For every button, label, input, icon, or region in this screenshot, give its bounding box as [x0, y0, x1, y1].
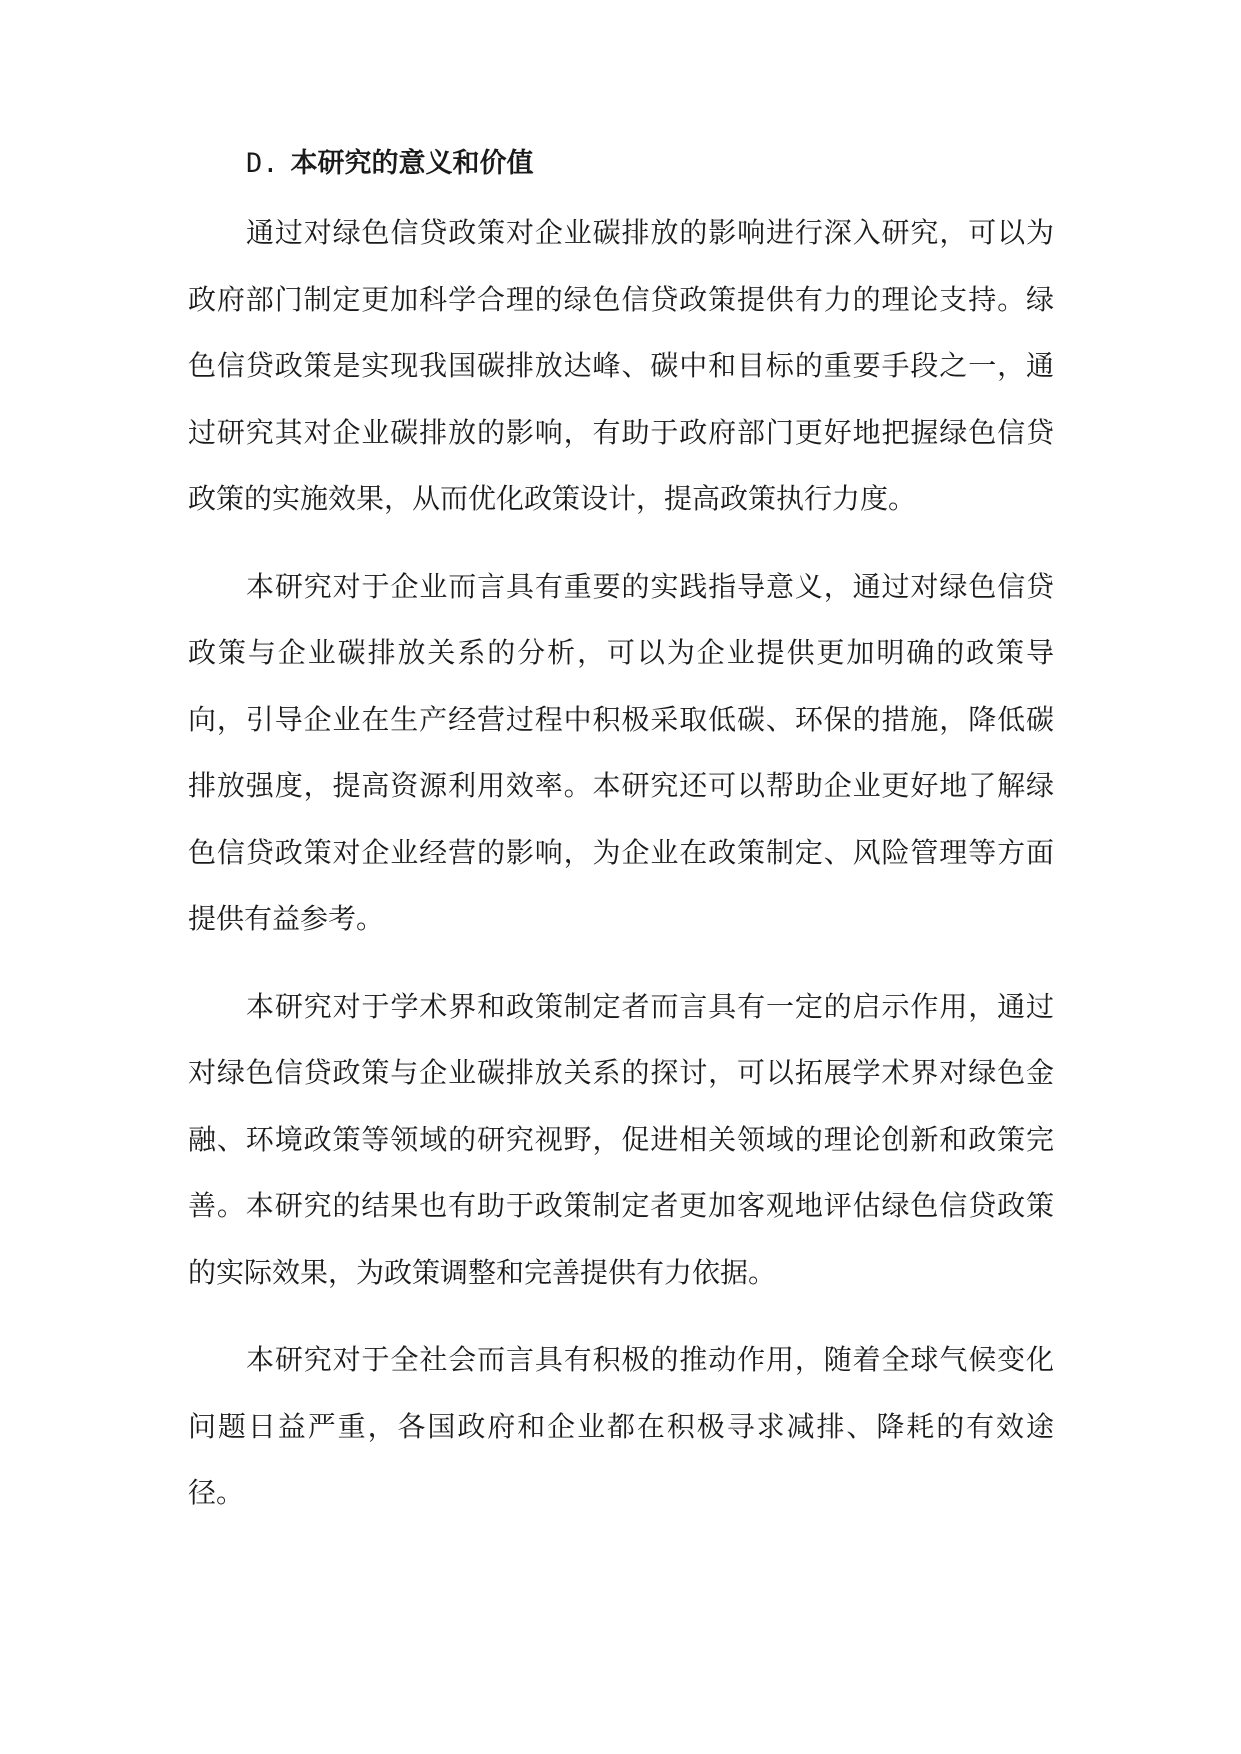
section-heading [246, 142, 1054, 200]
paragraph-academic-implications: 本研究对于学术界和政策制定者而言具有一定的启示作用，通过对绿色信贷政策与企业碳排放关系的探讨，可以拓展学术界对绿色金融、环境政策等领域的研究视野，促进相关领域的理论创新和政策完善。本研究的结果也有助于政策制定者更加客观地评估绿色信贷政策的实际效果，为政策调整和完善提供有力依据。 [188, 989, 1054, 1289]
document-body [188, 142, 1054, 1548]
section-number: D. [246, 148, 279, 179]
paragraph-social-impact: 本研究对于全社会而言具有积极的推动作用，随着全球气候变化问题日益严重，各国政府和企业都在积极寻求减排、降耗的有效途径。 [188, 1343, 1054, 1509]
paragraph-enterprise-guidance: 本研究对于企业而言具有重要的实践指导意义，通过对绿色信贷政策与企业碳排放关系的分析，可以为企业提供更加明确的政策导向，引导企业在生产经营过程中积极采取低碳、环保的措施，降低碳排放强度，提高资源利用效率。本研究还可以帮助企业更好地了解绿色信贷政策对企业经营的影响，为企业在政策制定、风险管理等方面提供有益参考。 [188, 569, 1054, 935]
section-title: 本研究的意义和价值 [290, 148, 534, 179]
paragraph-policy-support: 通过对绿色信贷政策对企业碳排放的影响进行深入研究，可以为政府部门制定更加科学合理的绿色信贷政策提供有力的理论支持。绿色信贷政策是实现我国碳排放达峰、碳中和目标的重要手段之一，通过研究其对企业碳排放的影响，有助于政府部门更好地把握绿色信贷政策的实施效果，从而优化政策设计，提高政策执行力度。 [188, 216, 1054, 515]
